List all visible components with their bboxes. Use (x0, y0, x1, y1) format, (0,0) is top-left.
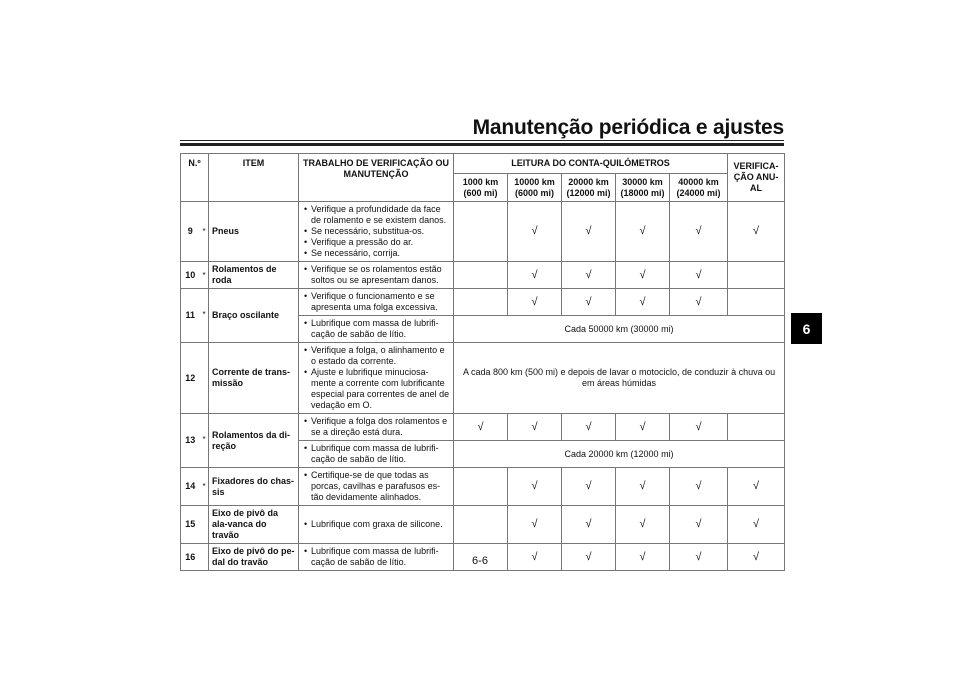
check-cell (454, 202, 508, 262)
row-dealer-mark: * (200, 202, 209, 262)
row-item: Pneus (209, 202, 299, 262)
check-cell: √ (728, 506, 785, 544)
interval-note: Cada 50000 km (30000 mi) (454, 316, 785, 343)
check-cell: √ (616, 468, 670, 506)
row-work: • Verifique a folga, o alinhamento e o estado da corrente. • Ajuste e lubrifique minuciosa-mente a corrente com lubrificante especial para correntes de anel de vedação em O. (299, 343, 454, 414)
check-cell: √ (508, 414, 562, 441)
check-cell: √ (562, 414, 616, 441)
check-cell: √ (562, 468, 616, 506)
check-cell: √ (616, 544, 670, 571)
row-item: Braço oscilante (209, 289, 299, 343)
header-item: ITEM (209, 154, 299, 202)
check-cell: √ (616, 289, 670, 316)
row-work: • Verifique o funcionamento e se apresenta uma folga excessiva. (299, 289, 454, 316)
check-cell: √ (508, 262, 562, 289)
row-number: 14 (181, 468, 200, 506)
check-cell: √ (562, 262, 616, 289)
header-rule-thick (180, 143, 784, 146)
row-dealer-mark (200, 506, 209, 544)
row-work: • Certifique-se de que todas as porcas, cavilhas e parafusos es-tão devidamente alinhados. (299, 468, 454, 506)
header-interval-2: 10000 km (6000 mi) (508, 174, 562, 202)
row-number: 11 (181, 289, 200, 343)
row-dealer-mark: * (200, 289, 209, 343)
row-dealer-mark (200, 343, 209, 414)
table-row (181, 343, 785, 414)
row-work: • Lubrifique com massa de lubrifi-cação de sabão de lítio. (299, 544, 454, 571)
chapter-tab: 6 (791, 313, 822, 344)
check-cell: √ (616, 262, 670, 289)
row-dealer-mark: * (200, 262, 209, 289)
row-number: 9 (181, 202, 200, 262)
header-interval-1: 1000 km (600 mi) (454, 174, 508, 202)
row-work: • Lubrifique com massa de lubrifi-cação de sabão de lítio. (299, 316, 454, 343)
row-dealer-mark: * (200, 414, 209, 468)
check-cell: √ (562, 289, 616, 316)
header-interval-5: 40000 km (24000 mi) (670, 174, 728, 202)
check-cell (454, 506, 508, 544)
check-cell: √ (616, 202, 670, 262)
check-cell: √ (508, 289, 562, 316)
row-item: Eixo de pivô do pe-dal do travão (209, 544, 299, 571)
header-interval-4: 30000 km (18000 mi) (616, 174, 670, 202)
row-work: • Lubrifique com graxa de silicone. (299, 506, 454, 544)
row-work: • Lubrifique com massa de lubrifi-cação de sabão de lítio. (299, 441, 454, 468)
check-cell: √ (728, 544, 785, 571)
interval-note: A cada 800 km (500 mi) e depois de lavar o motociclo, de conduzir à chuva ou em áreas húmidas (454, 343, 785, 414)
header-number: N.º (181, 154, 209, 202)
row-work: • Verifique a folga dos rolamentos e se a direção está dura. (299, 414, 454, 441)
maintenance-table (180, 153, 785, 571)
check-cell: √ (670, 468, 728, 506)
row-item: Fixadores do chas-sis (209, 468, 299, 506)
table-row (181, 262, 785, 289)
row-work: • Verifique se os rolamentos estão soltos ou se apresentam danos. (299, 262, 454, 289)
check-cell (454, 468, 508, 506)
check-cell: √ (728, 468, 785, 506)
header-interval-3: 20000 km (12000 mi) (562, 174, 616, 202)
table-row (181, 506, 785, 544)
row-number: 16 (181, 544, 200, 571)
check-cell: √ (508, 468, 562, 506)
row-item: Rolamentos de roda (209, 262, 299, 289)
check-cell: √ (508, 202, 562, 262)
interval-note: Cada 20000 km (12000 mi) (454, 441, 785, 468)
check-cell: √ (562, 506, 616, 544)
check-cell (454, 262, 508, 289)
page-title: Manutenção periódica e ajustes (472, 116, 784, 139)
row-item: Eixo de pivô da ala-vanca do travão (209, 506, 299, 544)
check-cell: √ (670, 544, 728, 571)
check-cell: √ (670, 289, 728, 316)
table-row (181, 414, 785, 441)
table-row (181, 468, 785, 506)
row-dealer-mark: * (200, 468, 209, 506)
row-item: Corrente de trans-missão (209, 343, 299, 414)
row-number: 13 (181, 414, 200, 468)
check-cell: √ (508, 506, 562, 544)
header-annual-check: VERIFICA-ÇÃO ANU-AL (728, 154, 785, 202)
check-cell: √ (454, 414, 508, 441)
table-row (181, 202, 785, 262)
check-cell: √ (616, 414, 670, 441)
header-work: TRABALHO DE VERIFICAÇÃO OU MANUTENÇÃO (299, 154, 454, 202)
header-rule-thin (180, 140, 784, 141)
check-cell: √ (670, 202, 728, 262)
check-cell: √ (670, 262, 728, 289)
row-number: 15 (181, 506, 200, 544)
page-number: 6-6 (472, 555, 488, 567)
row-number: 12 (181, 343, 200, 414)
check-cell: √ (728, 202, 785, 262)
row-work: • Verifique a profundidade da face de rolamento e se existem danos. • Se necessário, substitua-os. • Verifique a pressão do ar. • Se necessário, corrija. (299, 202, 454, 262)
check-cell: √ (670, 414, 728, 441)
check-cell (728, 289, 785, 316)
row-item: Rolamentos da di-reção (209, 414, 299, 468)
table-row (181, 289, 785, 316)
check-cell: √ (670, 506, 728, 544)
check-cell: √ (562, 544, 616, 571)
check-cell (728, 262, 785, 289)
check-cell (454, 289, 508, 316)
check-cell: √ (616, 506, 670, 544)
header-odometer: LEITURA DO CONTA-QUILÓMETROS (454, 154, 728, 174)
check-cell: √ (562, 202, 616, 262)
row-number: 10 (181, 262, 200, 289)
check-cell: √ (508, 544, 562, 571)
check-cell (728, 414, 785, 441)
